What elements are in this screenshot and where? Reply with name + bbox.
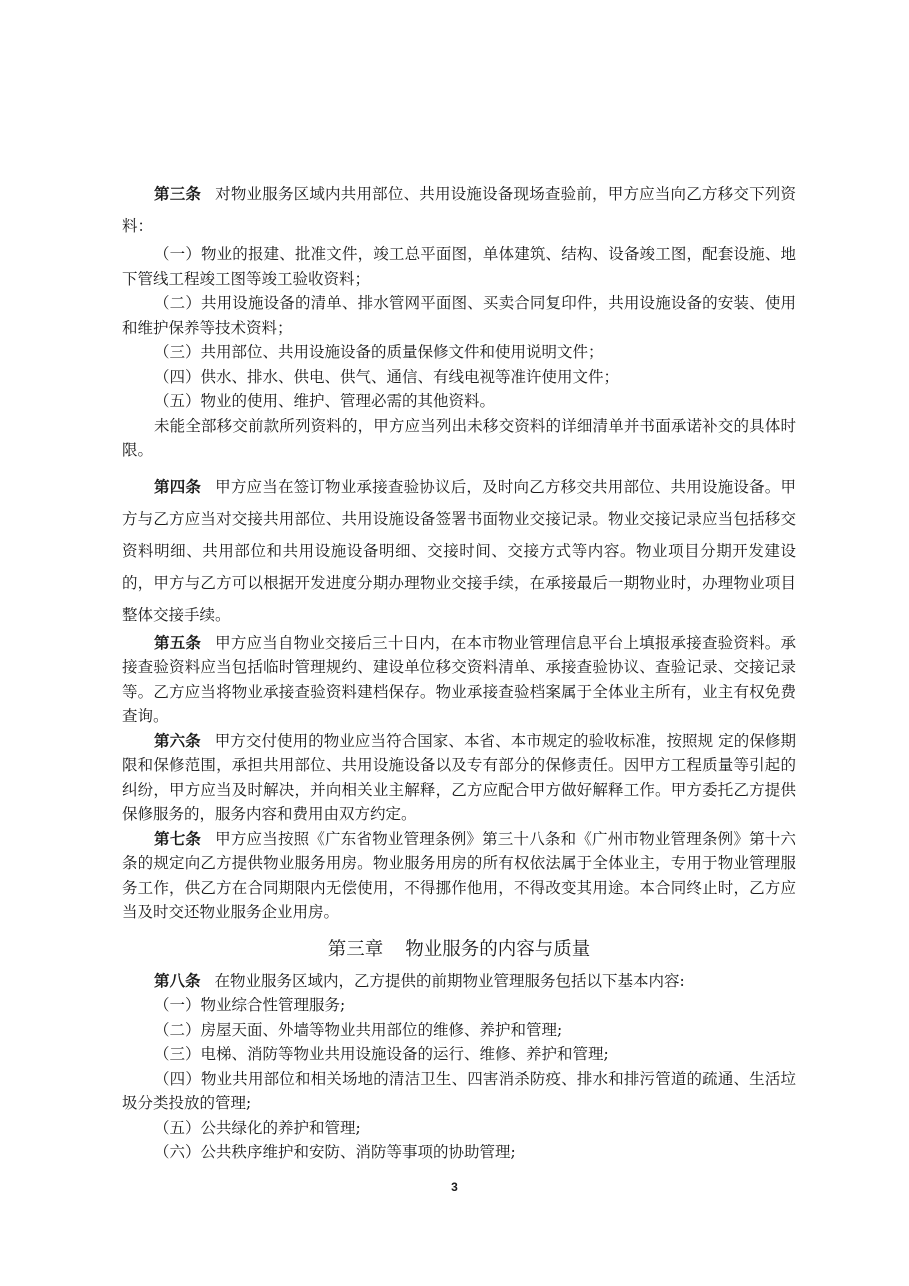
article-3-paragraph [122,178,796,242]
article-8-item-1: （一）物业综合性管理服务; [154,996,346,1014]
article-7-paragraph [122,827,796,925]
article-8-item-2: （二）房屋天面、外墙等物业共用部位的维修、养护和管理; [154,1020,563,1039]
chapter-number: 第三章 [327,938,384,960]
article-4-text: 甲方应当在签订物业承接查验协议后，及时向乙方移交共用部位、共用设施设备。甲方与乙方应当对交接共用部位、共用设施设备签署书面物业交接记录。物业交接记录应当包括移交资料明细、共用部位和共用设施设备明细、交接时间、交接方式等内容。物业项目分期开发建设的，甲方与乙方可以根据开发进度分期办理物业交接手续，在承接最后一期物业时，办理物业项目整体交接手续。 [122,477,796,624]
article-3-item-3: （三）共用部位、共用设施设备的质量保修文件和使用说明文件； [154,343,604,361]
article-3-item-5: （五）物业的使用、维护、管理必需的其他资料。 [154,392,496,410]
article-8-text: 在物业服务区域内，乙方提供的前期物业管理服务包括以下基本内容: [214,971,685,990]
article-6-label: 第六条 [154,731,201,750]
article-6-text: 甲方交付使用的物业应当符合国家、本省、本市规定的验收标准，按照规 定的保修期限和保修范围，承担共用部位、共用设施设备以及专有部分的保修责任。因甲方工程质量等引起的纠纷，甲方应当及时解决，并向相关业主解释，乙方应配合甲方做好解释工作。甲方委托乙方提供保修服务的，服务内容和费用由双方约定。 [122,731,796,823]
article-7-label: 第七条 [154,829,202,848]
article-8-item-4: （四）物业共用部位和相关场地的清洁卫生、四害消杀防疫、排水和排污管道的疏通、生活垃圾分类投放的管理; [122,1069,796,1112]
article-4-paragraph [122,471,796,631]
document-body [122,178,796,1165]
article-3-note: 未能全部移交前款所列资料的，甲方应当列出未移交资料的详细清单并书面承诺补交的具体时限。 [122,416,796,459]
article-8-label: 第八条 [154,971,201,990]
article-7-text: 甲方应当按照《广东省物业管理条例》第三十八条和《广州市物业管理条例》第十六条的规定向乙方提供物业服务用房。物业服务用房的所有权依法属于全体业主，专用于物业管理服务工作，供乙方在合同期限内无偿使用，不得挪作他用，不得改变其用途。本合同终止时，乙方应当及时交还物业服务企业用房。 [122,829,796,921]
article-8-item-5: （五）公共绿化的养护和管理; [154,1118,361,1137]
chapter-title: 物业服务的内容与质量 [405,938,591,960]
article-3-item-4: （四）供水、排水、供电、供气、通信、有线电视等准许使用文件； [154,367,620,386]
article-3-item-1: （一）物业的报建、批准文件，竣工总平面图，单体建筑、结构、设备竣工图，配套设施、地下管线工程竣工图等竣工验收资料； [122,245,796,288]
article-5-paragraph [122,631,796,729]
article-8-item-6: （六）公共秩序维护和安防、消防等事项的协助管理; [154,1143,516,1161]
article-5-text: 甲方应当自物业交接后三十日内，在本市物业管理信息平台上填报承接查验资料。承接查验资料应当包括临时管理规约、建设单位移交资料清单、承接查验协议、查验记录、交接记录等。乙方应当将物业承接查验资料建档保存。物业承接查验档案属于全体业主所有，业主有权免费查询。 [122,633,796,725]
article-3-text: 对物业服务区域内共用部位、共用设施设备现场查验前，甲方应当向乙方移交下列资料： [122,185,796,235]
article-4-label: 第四条 [154,477,202,496]
article-5-label: 第五条 [154,633,202,652]
article-3-item-2: （二）共用设施设备的清单、排水管网平面图、买卖合同复印件，共用设施设备的安装、使用和维护保养等技术资料； [122,294,796,337]
article-3-label: 第三条 [154,185,202,203]
article-6-paragraph [122,729,796,827]
page-number: 3 [451,1180,458,1194]
article-8-paragraph [122,969,796,994]
chapter-heading [122,937,796,963]
article-8-item-3: （三）电梯、消防等物业共用设施设备的运行、维修、养护和管理; [154,1045,609,1063]
